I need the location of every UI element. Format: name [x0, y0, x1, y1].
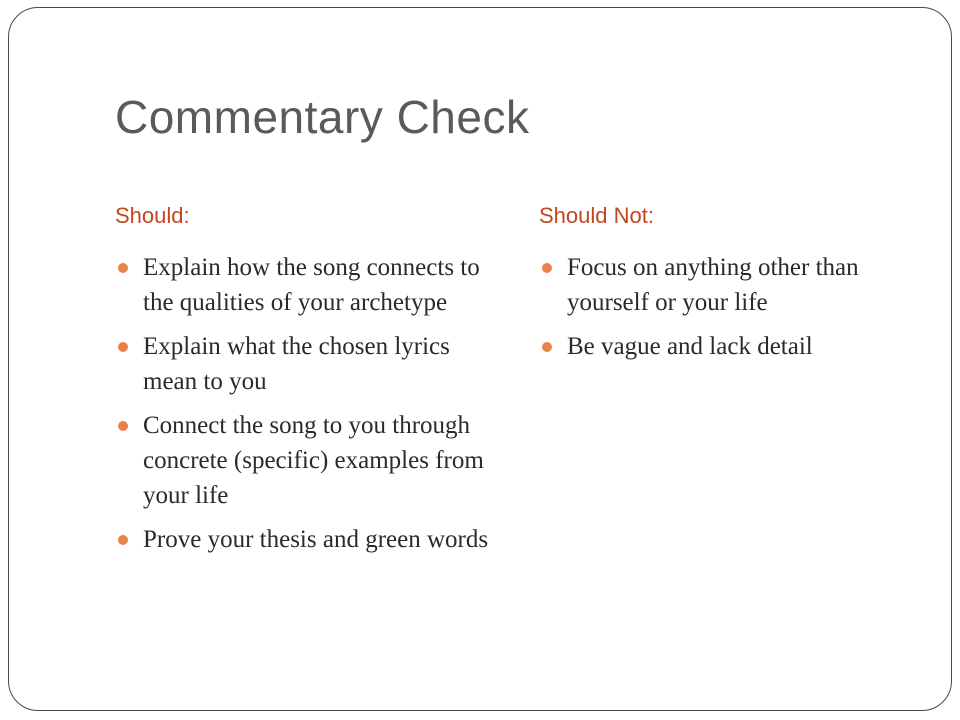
- bullet-icon: [118, 421, 128, 431]
- should-not-heading: Should Not:: [539, 203, 654, 228]
- should-heading: Should:: [115, 203, 190, 228]
- bullet-icon: [118, 263, 128, 273]
- should-column: [115, 203, 505, 566]
- list-item: [539, 250, 939, 320]
- list-item-text: Prove your thesis and green words: [143, 526, 489, 553]
- slide-frame: [8, 7, 952, 711]
- should-not-list: [539, 250, 939, 364]
- list-item: [115, 329, 505, 399]
- list-item: [115, 408, 505, 513]
- list-item-text: Connect the song to you through concrete (specific) examples from your life: [143, 412, 484, 509]
- slide-title: Commentary Check: [115, 91, 530, 143]
- list-item: [539, 329, 939, 364]
- bullet-icon: [118, 342, 128, 352]
- bullet-icon: [118, 535, 128, 545]
- list-item-text: Explain how the song connects to the qualities of your archetype: [143, 254, 480, 316]
- should-list: [115, 250, 505, 557]
- list-item: [115, 250, 505, 320]
- list-item-text: Explain what the chosen lyrics mean to you: [143, 333, 450, 395]
- bullet-icon: [542, 342, 552, 352]
- list-item: [115, 522, 505, 557]
- bullet-icon: [542, 263, 552, 273]
- list-item-text: Be vague and lack detail: [567, 333, 813, 360]
- list-item-text: Focus on anything other than yourself or your life: [567, 254, 859, 316]
- should-not-column: [539, 203, 939, 373]
